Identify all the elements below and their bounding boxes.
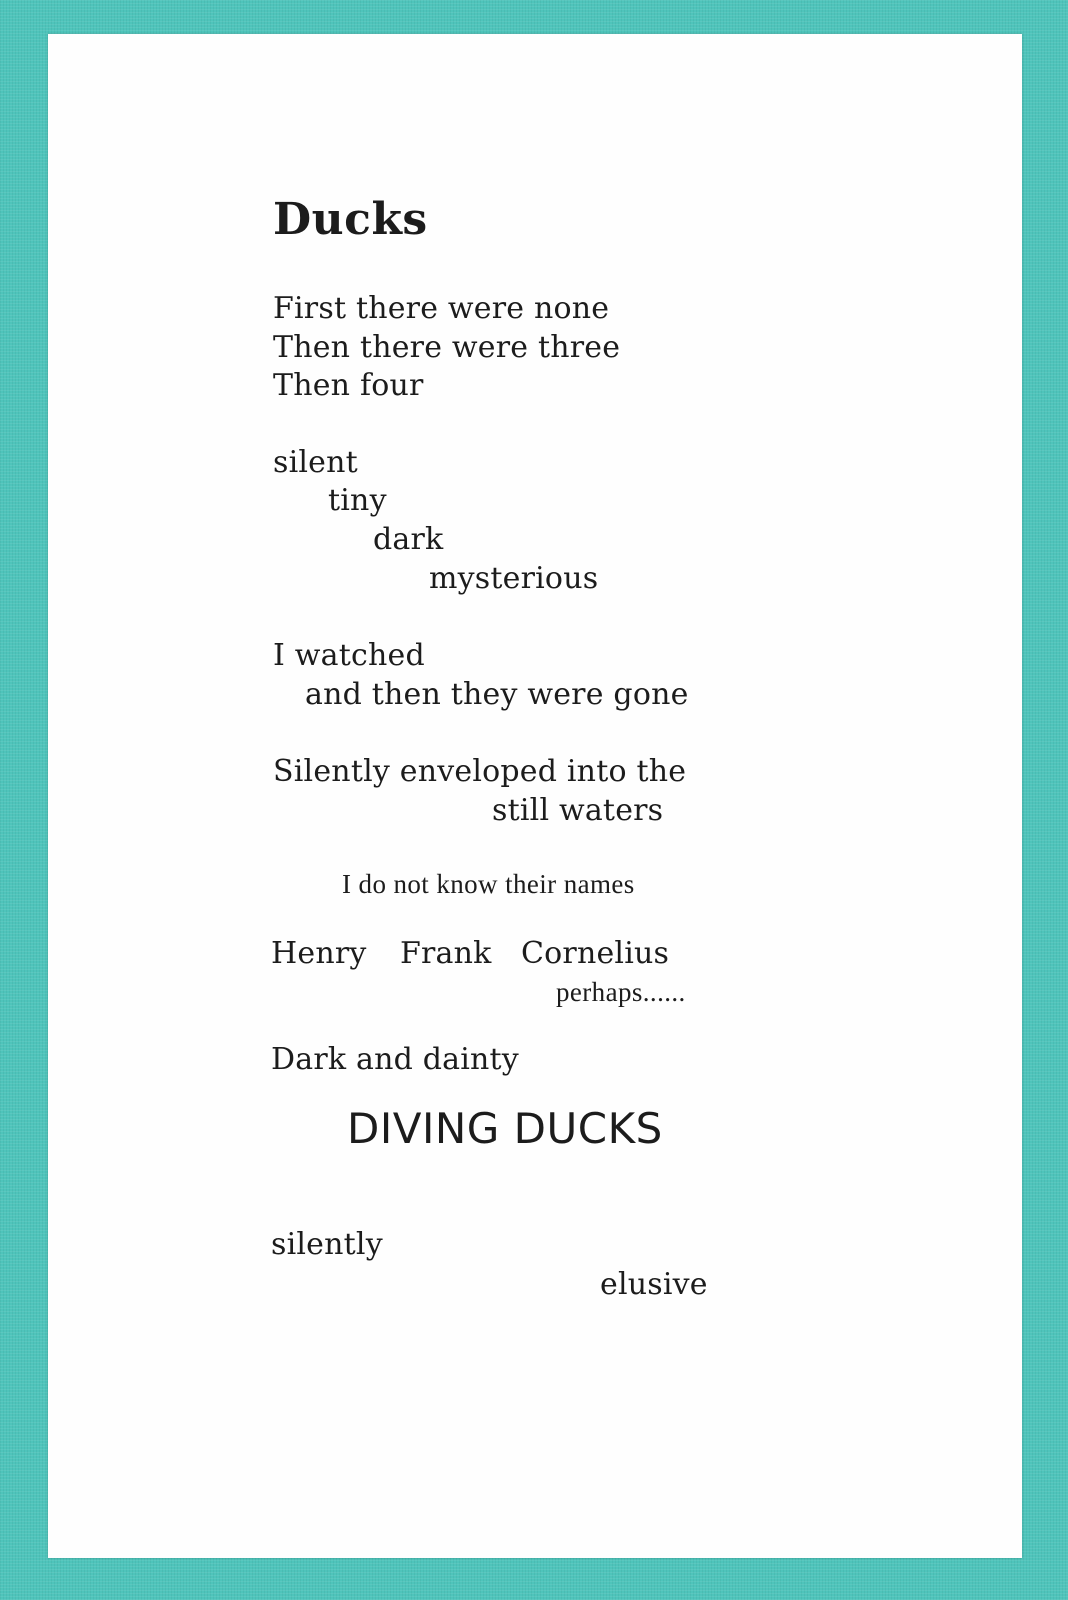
stanza4-line2: still waters xyxy=(492,793,664,828)
dark-dainty-line: Dark and dainty xyxy=(271,1042,519,1077)
word-tiny: tiny xyxy=(328,483,387,518)
aside-line: I do not know their names xyxy=(342,869,635,899)
perhaps-line: perhaps...... xyxy=(556,977,686,1007)
name-henry: Henry xyxy=(271,936,367,971)
stanza4-line1: Silently enveloped into the xyxy=(273,754,687,789)
diving-ducks-heading: DIVING DUCKS xyxy=(347,1104,663,1153)
poem-title: Ducks xyxy=(273,194,428,245)
stanza1-line1: First there were none xyxy=(273,291,610,326)
word-silently: silently xyxy=(271,1227,383,1262)
stanza1-line3: Then four xyxy=(273,368,424,403)
word-elusive: elusive xyxy=(600,1267,708,1302)
stanza1-line2: Then there were three xyxy=(273,330,621,365)
poem-card xyxy=(48,34,1022,1558)
word-mysterious: mysterious xyxy=(429,561,599,596)
name-frank: Frank xyxy=(400,936,492,971)
stanza3-line1: I watched xyxy=(273,638,425,673)
name-cornelius: Cornelius xyxy=(521,936,670,971)
word-dark: dark xyxy=(373,522,444,557)
stanza3-line2: and then they were gone xyxy=(305,677,689,712)
word-silent: silent xyxy=(273,445,358,480)
